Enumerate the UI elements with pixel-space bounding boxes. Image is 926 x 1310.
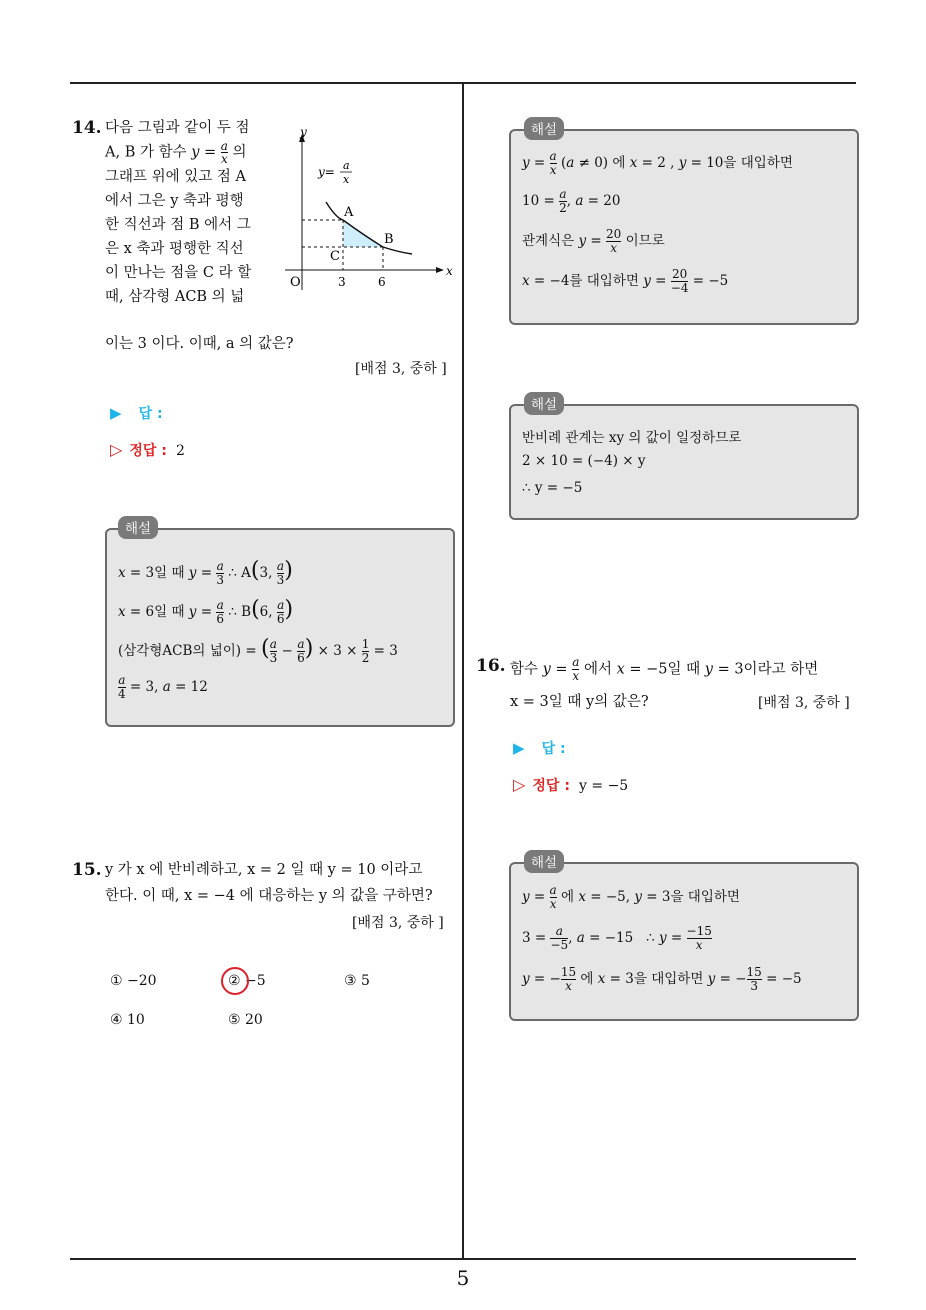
q15-sol1-line-2: 10 = $\frac{a}{2}$ , a = 20 [522, 187, 621, 215]
column-divider [462, 84, 464, 1258]
answer-arrow-icon: ▶ [513, 739, 525, 757]
q15-choice-5[interactable]: ⑤ 20 [228, 1012, 263, 1028]
q15-sol2-line-2: 2 × 10 = (−4) × y [522, 453, 646, 469]
q14-score: [배점 3, 중하 ] [355, 361, 447, 377]
q16-solution-tag: 해설 [524, 850, 564, 873]
q15-sol1-line-4: x = −4를 대입하면 y = $\frac{20}{-4}$ = −5 [522, 267, 729, 295]
point-a-label: A [344, 205, 354, 220]
answer-label: 답 : [541, 741, 566, 757]
q15-line-2: 한다. 이 때, x = −4 에 대응하는 y 의 값을 구하면? [105, 888, 433, 904]
svg-text:x: x [343, 173, 350, 186]
q15-choice-4[interactable]: ④ 10 [110, 1012, 145, 1028]
q14-line-5: 한 직선과 점 B 에서 그 [105, 217, 251, 233]
q16-score: [배점 3, 중하 ] [758, 695, 850, 711]
q14-line-6: 은 x 축과 평행한 직선 [105, 241, 244, 257]
x-axis-arrow [436, 267, 444, 273]
page-number: 5 [456, 1266, 470, 1290]
selected-choice-circle [221, 967, 249, 995]
q15-sol1-line-1: y = $\frac{a}{x}$ (a ≠ 0) 에 x = 2 , y = 10을 대입하면 [522, 149, 793, 177]
key-label: 정답 : [532, 778, 570, 794]
tick-6-label: 6 [378, 275, 386, 289]
q14-line-2: A, B 가 함수 y = $\frac{a}{x}$ 의 [105, 139, 247, 166]
bottom-rule [70, 1258, 856, 1260]
function-label [317, 159, 352, 186]
q15-sol2-line-1: 반비례 관계는 xy 의 값이 일정하므로 [522, 430, 742, 446]
q15-choice-3[interactable]: ③ 5 [344, 973, 370, 989]
tick-3-label: 3 [338, 275, 346, 289]
q15-solution-tag-2: 해설 [524, 392, 564, 415]
q14-line-4: 에서 그은 y 축과 평행 [105, 193, 244, 209]
q14-sol-line-1: x = 3일 때 y = $\frac{a}{3}$ ∴ A(3, $\frac{a}{3}$ ) [118, 558, 293, 587]
question-14-text [105, 116, 265, 309]
q14-sol-line-3: (삼각형ACB의 넓이) = ( $\frac{a}{3}$ − $\frac{a}{6}$ ) × 3 × $\frac{1}{2}$ = 3 [118, 636, 398, 665]
q16-answer-row [513, 738, 566, 758]
q16-line-1: 함수 y = $\frac{a}{x}$ 에서 x = −5일 때 y = 3이라고 하면 [510, 655, 819, 683]
q14-line-1: 다음 그림과 같이 두 점 [105, 120, 250, 136]
q14-line-3: 그래프 위에 있고 점 A [105, 169, 246, 185]
q14-line-8: 때, 삼각형 ACB 의 넓 [105, 289, 245, 305]
q15-choice-2[interactable]: ② −5 [228, 973, 266, 989]
key-arrow-icon: ▷ [110, 440, 123, 459]
q16-sol-line-2: 3 = $\frac{a}{-5}$ , a = −15 ∴ y = $\frac{-15}{x}$ [522, 924, 712, 952]
q15-choice-1[interactable]: ① −20 [110, 973, 157, 989]
q15-line-1: y 가 x 에 반비례하고, x = 2 일 때 y = 10 이라고 [105, 862, 423, 878]
q16-key-row [513, 775, 628, 795]
key-label: 정답 : [129, 443, 167, 459]
q14-line-7: 이 만나는 점을 C 라 할 [105, 265, 252, 281]
svg-text:a: a [343, 159, 350, 172]
key-arrow-icon: ▷ [513, 775, 526, 794]
question-14-number: 14. [72, 118, 102, 138]
q16-sol-line-3: y = − $\frac{15}{x}$ 에 x = 3을 대입하면 y = − $\frac{15}{3}$ = −5 [522, 965, 802, 993]
x-axis-label: x [446, 264, 453, 278]
q14-sol-line-4: $\frac{a}{4}$ = 3, a = 12 [118, 673, 208, 701]
answer-arrow-icon: ▶ [110, 404, 122, 422]
q15-solution-tag-1: 해설 [524, 117, 564, 140]
q14-solution-tag: 해설 [118, 516, 158, 539]
point-b-label: B [384, 232, 394, 247]
question-15-number: 15. [72, 860, 102, 880]
q14-sol-line-2: x = 6일 때 y = $\frac{a}{6}$ ∴ B(6, $\frac{a}{6}$ ) [118, 597, 294, 626]
origin-label: O [290, 275, 301, 290]
q16-sol-line-1: y = $\frac{a}{x}$ 에 x = −5, y = 3을 대입하면 [522, 883, 740, 911]
svg-text:y=: y= [318, 165, 335, 179]
q14-answer-row [110, 403, 163, 423]
answer-label: 답 : [138, 406, 163, 422]
y-axis-label: y [300, 125, 307, 139]
q16-line-2: x = 3일 때 y의 값은? [510, 694, 649, 710]
q14-graph [280, 120, 460, 295]
key-value: 2 [176, 443, 185, 459]
key-value: y = −5 [579, 778, 629, 794]
q15-sol1-line-3: 관계식은 y = $\frac{20}{x}$ 이므로 [522, 227, 665, 255]
q14-line-9: 이는 3 이다. 이때, a 의 값은? [105, 336, 294, 352]
q14-key-row [110, 440, 185, 460]
q15-sol2-line-3: ∴ y = −5 [522, 480, 583, 496]
question-16-number: 16. [476, 656, 506, 676]
q15-score: [배점 3, 중하 ] [352, 915, 444, 931]
point-c-label: C [330, 249, 340, 264]
